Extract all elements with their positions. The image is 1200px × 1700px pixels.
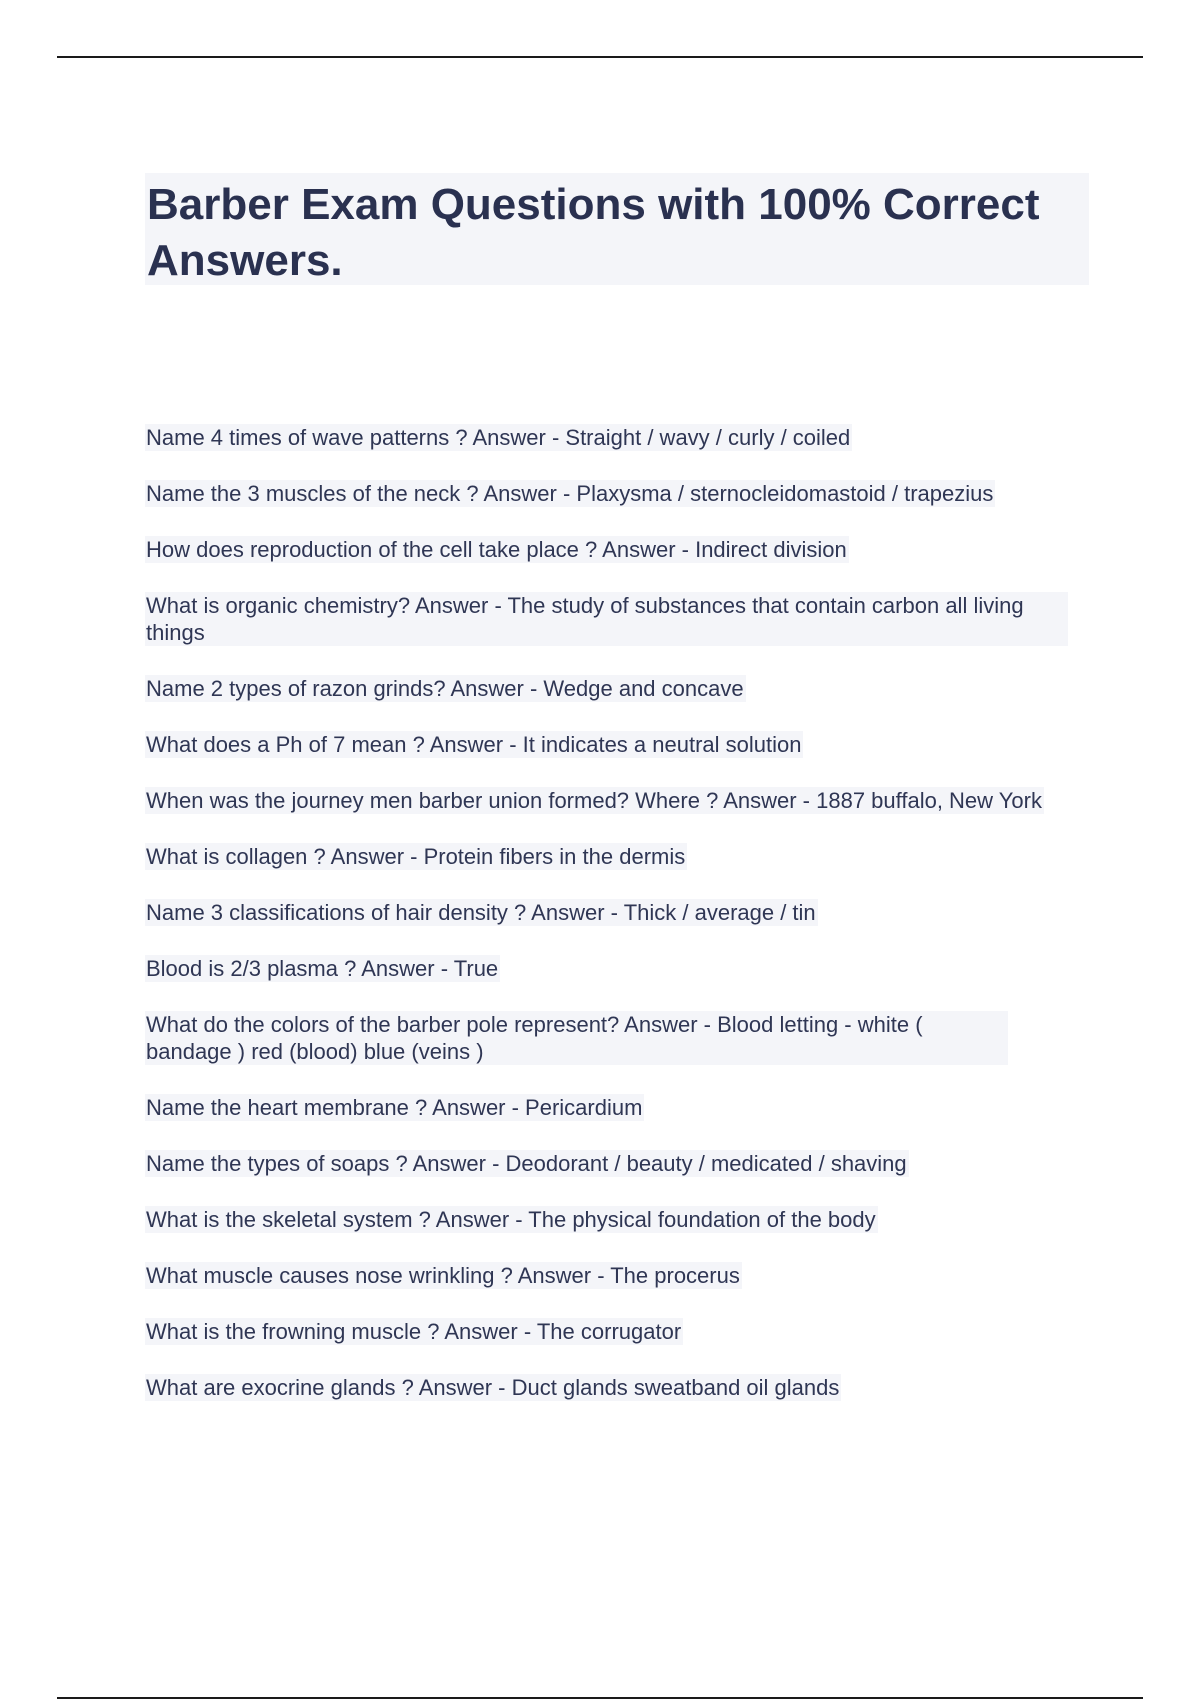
- bottom-rule: [57, 1697, 1143, 1699]
- qa-item-text: Name 4 times of wave patterns ? Answer - Straight / wavy / curly / coiled: [146, 425, 851, 450]
- qa-list: [145, 424, 1105, 1430]
- qa-item-text: What is the skeletal system ? Answer - The physical foundation of the body: [146, 1207, 876, 1232]
- qa-item: [145, 1318, 683, 1345]
- qa-item: [145, 1262, 742, 1289]
- qa-item: [145, 592, 1068, 646]
- qa-item: [145, 536, 849, 563]
- qa-item: [145, 675, 746, 702]
- qa-item-text: What are exocrine glands ? Answer - Duct glands sweatband oil glands: [146, 1375, 840, 1400]
- qa-item-text: What does a Ph of 7 mean ? Answer - It indicates a neutral solution: [146, 732, 802, 757]
- qa-item: [145, 480, 995, 507]
- qa-item-text: Name the 3 muscles of the neck ? Answer - Plaxysma / sternocleidomastoid / trapezius: [146, 481, 994, 506]
- qa-item-text: What is organic chemistry? Answer - The study of substances that contain carbon all living things: [146, 593, 1024, 645]
- qa-item-text: What is collagen ? Answer - Protein fibers in the dermis: [146, 844, 686, 869]
- qa-item-text: Name the heart membrane ? Answer - Pericardium: [146, 1095, 643, 1120]
- qa-item-text: Name 2 types of razon grinds? Answer - Wedge and concave: [146, 676, 744, 701]
- qa-item: [145, 1011, 1008, 1065]
- qa-item-text: Blood is 2/3 plasma ? Answer - True: [146, 956, 499, 981]
- title-block: [145, 173, 1089, 285]
- qa-item-text: What do the colors of the barber pole represent? Answer - Blood letting - white ( bandage ) red (blood) blue (veins ): [146, 1012, 923, 1064]
- qa-item: [145, 955, 500, 982]
- qa-item: [145, 731, 803, 758]
- qa-item-text: How does reproduction of the cell take place ? Answer - Indirect division: [146, 537, 847, 562]
- qa-item: [145, 1206, 878, 1233]
- qa-item: [145, 843, 687, 870]
- qa-item-text: Name the types of soaps ? Answer - Deodorant / beauty / medicated / shaving: [146, 1151, 907, 1176]
- qa-item-text: What is the frowning muscle ? Answer - The corrugator: [146, 1319, 682, 1344]
- qa-item-text: When was the journey men barber union formed? Where ? Answer - 1887 buffalo, New York: [146, 788, 1042, 813]
- qa-item: [145, 787, 1044, 814]
- qa-item: [145, 1150, 909, 1177]
- qa-item-text: Name 3 classifications of hair density ? Answer - Thick / average / tin: [146, 900, 816, 925]
- qa-item: [145, 424, 852, 451]
- qa-item: [145, 1094, 644, 1121]
- top-rule: [57, 56, 1143, 58]
- qa-item-text: What muscle causes nose wrinkling ? Answer - The procerus: [146, 1263, 740, 1288]
- document-title: Barber Exam Questions with 100% Correct Answers.: [147, 180, 1040, 285]
- qa-item: [145, 1374, 841, 1401]
- qa-item: [145, 899, 818, 926]
